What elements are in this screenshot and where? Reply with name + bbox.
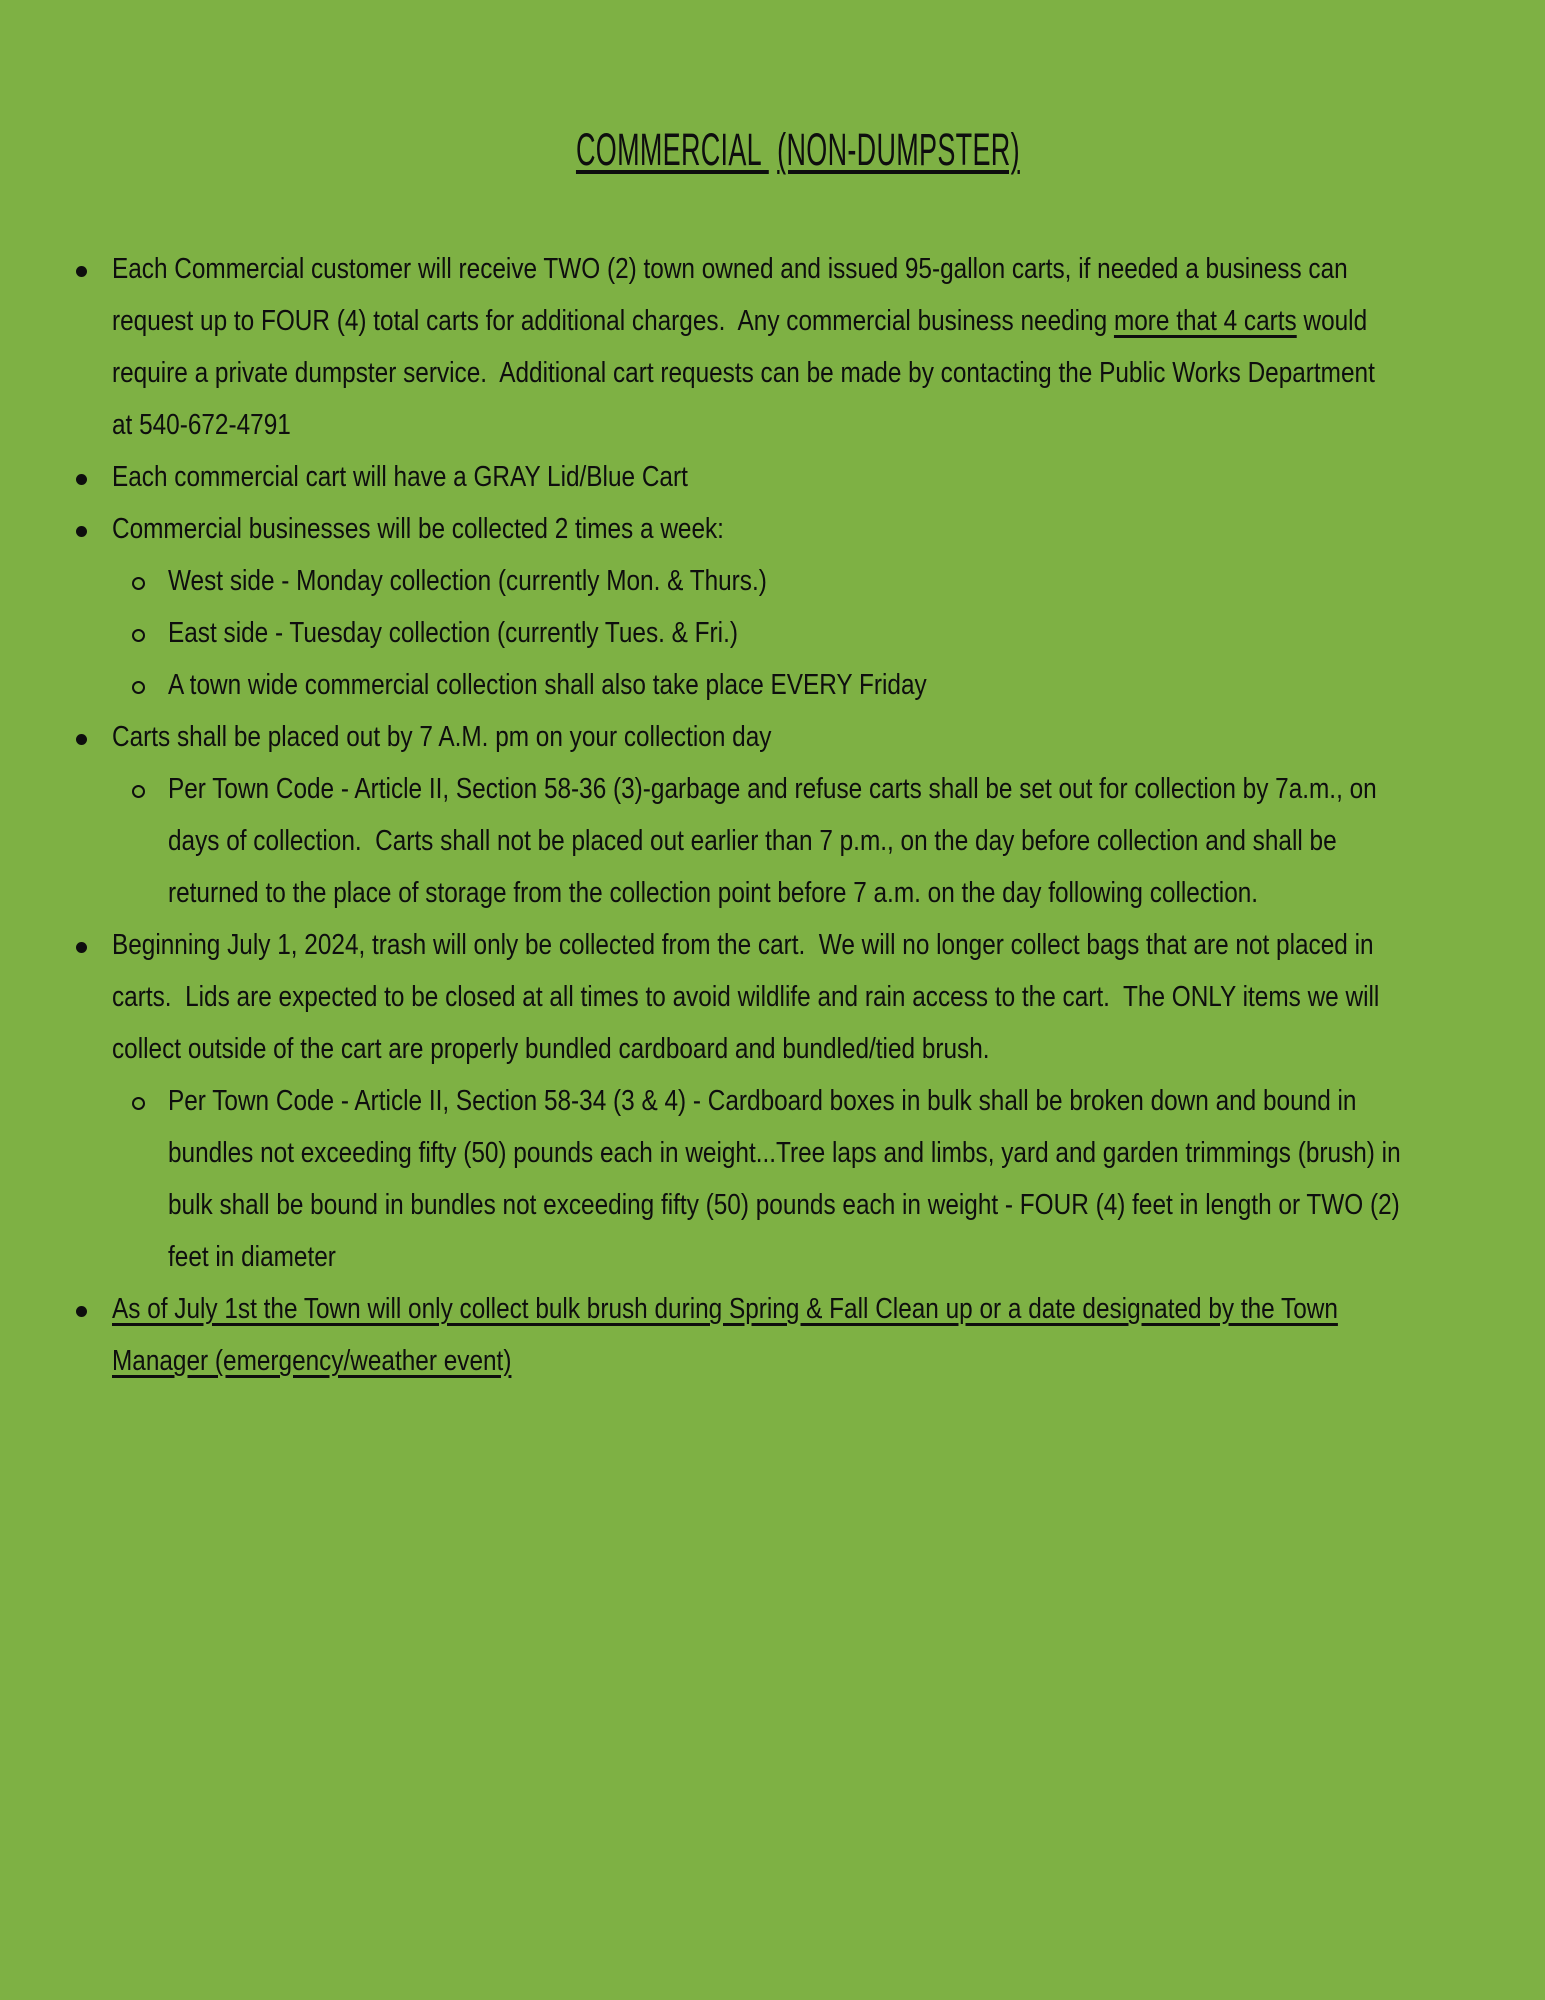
text-line [112,503,724,555]
text-segment: Per Town Code - Article II, Section 58-34 (3 & 4) - Cardboard boxes in bulk shall be broken down and bound in [168,1085,1357,1117]
bullet-circle-icon [132,681,145,694]
text-line [168,555,767,607]
text-line [112,295,1367,347]
bullet-circle-icon [132,785,145,798]
text-line [112,399,291,451]
list-item [0,243,1545,451]
text-line [112,243,1348,295]
text-line [112,1023,990,1075]
text-segment: bulk shall be bound in bundles not exceeding fifty (50) pounds each in weight - FOUR (4) feet in length or TWO (2) [168,1189,1400,1221]
underlined-text: Manager (emergency/weather event) [112,1345,512,1377]
list-item-text [168,607,1545,659]
bullet-dot-icon [76,1306,87,1317]
list-item-text [112,1283,1545,1387]
underlined-text: more that 4 carts [1113,305,1297,337]
bullet-dot-icon [76,942,87,953]
text-line [112,1283,1338,1335]
text-line [112,919,1374,971]
text-line [168,1127,1401,1179]
text-segment: require a private dumpster service. Additional cart requests can be made by contacting the Public Works Department [112,357,1375,389]
bullet-dot-icon [76,526,87,537]
text-segment: at 540-672-4791 [112,409,291,441]
page-title-text [575,124,1020,175]
list-item-text [168,555,1545,607]
list-item [0,451,1545,503]
text-segment: days of collection. Carts shall not be placed out earlier than 7 p.m., on the day before collection and shall be [168,825,1337,857]
list-item [0,763,1545,919]
list-item [0,503,1545,555]
list-item-text [112,711,1545,763]
text-segment: Per Town Code - Article II, Section 58-36 (3)-garbage and refuse carts shall be set out for collection by 7a.m., on [168,773,1377,805]
list-item [0,711,1545,763]
text-segment: request up to FOUR (4) total carts for additional charges. Any commercial business needing [112,305,1114,337]
list-item [0,1283,1545,1387]
text-segment: carts. Lids are expected to be closed at all times to avoid wildlife and rain access to the cart. The ONLY items we will [112,981,1380,1013]
text-segment: Commercial businesses will be collected 2 times a week: [112,513,724,545]
page-title [0,0,1545,217]
bullet-dot-icon [76,734,87,745]
text-line [168,763,1377,815]
list-item-text [168,1075,1545,1283]
text-line [168,607,738,659]
bullet-dot-icon [76,474,87,485]
text-line [168,815,1337,867]
list-item-text [168,763,1545,919]
list-item [0,607,1545,659]
text-line [168,1231,336,1283]
text-segment: Each commercial cart will have a GRAY Lid/Blue Cart [112,461,688,493]
bullet-dot-icon [76,266,87,277]
text-segment: feet in diameter [168,1241,336,1273]
text-segment: Beginning July 1, 2024, trash will only be collected from the cart. We will no longer collect bags that are not placed in [112,929,1374,961]
text-line [112,1335,511,1387]
list-item-text [112,919,1545,1075]
list-item [0,919,1545,1075]
text-segment: bundles not exceeding fifty (50) pounds each in weight...Tree laps and limbs, yard and garden trimmings (brush) in [168,1137,1401,1169]
bullet-circle-icon [132,629,145,642]
text-line [168,1075,1356,1127]
bullet-list [0,243,1545,1387]
text-line [168,1179,1400,1231]
list-item [0,1075,1545,1283]
text-line [112,711,771,763]
list-item-text [168,659,1545,711]
text-segment: West side - Monday collection (currently Mon. & Thurs.) [168,565,767,597]
text-segment: would [1296,305,1368,337]
text-segment: returned to the place of storage from the collection point before 7 a.m. on the day following collection. [168,877,1259,909]
bullet-circle-icon [132,1097,145,1110]
list-item [0,555,1545,607]
underlined-text: As of July 1st the Town will only collect bulk brush during Spring & Fall Clean up or a date designated by the Town [112,1293,1338,1325]
text-segment: Each Commercial customer will receive TWO (2) town owned and issued 95-gallon carts, if needed a business can [112,253,1348,285]
text-line [112,971,1379,1023]
text-segment: A town wide commercial collection shall also take place EVERY Friday [168,669,927,701]
text-segment: Carts shall be placed out by 7 A.M. pm on your collection day [112,721,772,753]
text-line [168,659,927,711]
list-item [0,659,1545,711]
text-line [112,347,1375,399]
text-line [168,867,1258,919]
list-item-text [112,243,1545,451]
text-line [112,451,688,503]
text-segment: collect outside of the cart are properly bundled cardboard and bundled/tied brush. [112,1033,990,1065]
list-item-text [112,451,1545,503]
title-part-1: COMMERCIAL [575,124,769,175]
title-part-2: (NON-DUMPSTER) [776,124,1020,175]
bullet-circle-icon [132,577,145,590]
list-item-text [112,503,1545,555]
text-segment: East side - Tuesday collection (currently Tues. & Fri.) [168,617,738,649]
